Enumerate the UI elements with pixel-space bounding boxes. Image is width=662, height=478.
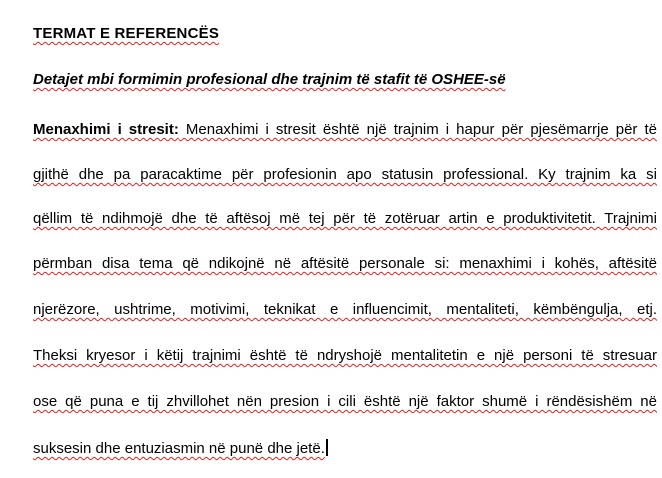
paragraph-line-1 (33, 121, 657, 139)
document-subheading: Detajet mbi formimin profesional dhe trajnim të stafit të OSHEE-së (33, 71, 506, 88)
text-cursor (326, 439, 328, 456)
paragraph-line-1-text: Menaxhimi i stresit është një trajnim i hapur për pjesëmarrje për të (178, 121, 657, 138)
paragraph-line-4: përmban disa tema që ndikojnë në aftësitë personale si: menaxhimi i kohës, aftësitë (33, 255, 657, 272)
paragraph-line-6: Theksi kryesor i këtij trajnimi është të ndryshojë mentalitetin e një personi të stresuar (33, 347, 657, 364)
paragraph-line-2: gjithë dhe pa paracaktime për profesionin apo statusin professional. Ky trajnim ka si (33, 166, 657, 183)
paragraph-lead: Menaxhimi i stresit: (33, 121, 179, 138)
paragraph-line-8-text: suksesin dhe entuziasmin në punë dhe jetë. (33, 440, 325, 457)
paragraph-line-8 (33, 439, 657, 457)
paragraph-line-5: njerëzore, ushtrime, motivimi, teknikat e influencimit, mentaliteti, këmbëngulja, etj. (33, 301, 657, 318)
paragraph-line-3: qëllim të ndihmojë dhe të aftësoj më tej për të zotëruar artin e produktivitetit. Trajnimi (33, 210, 657, 227)
document-heading: TERMAT E REFERENCËS (33, 25, 220, 42)
paragraph-line-7: ose që puna e tij zhvillohet nën presion i cili është një faktor shumë i rëndësishëm në (33, 393, 657, 410)
